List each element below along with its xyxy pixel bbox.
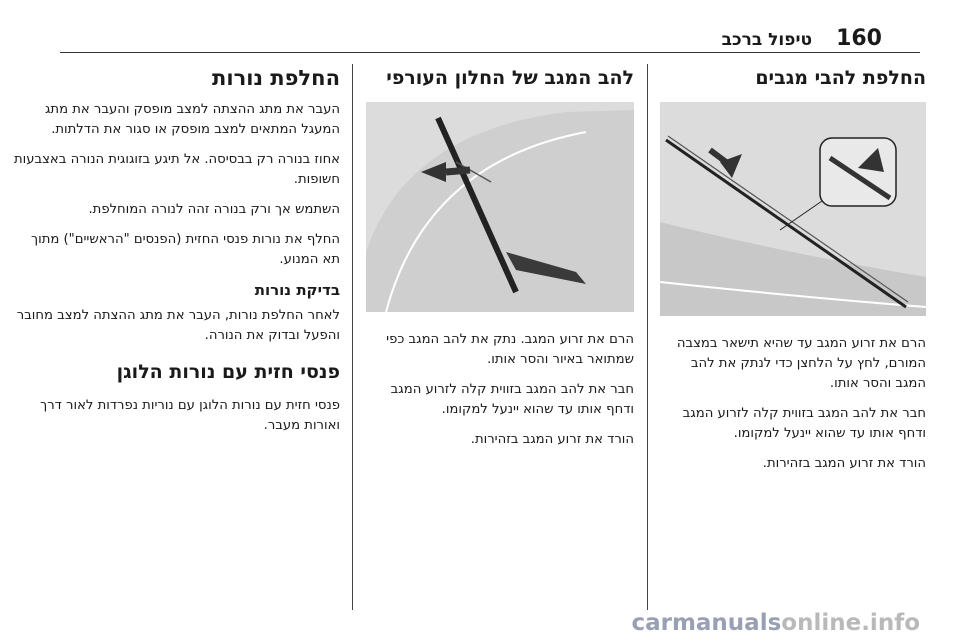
column-rear-wiper: [366, 66, 634, 460]
halogen-text: פנסי חזית עם נורות הלוגן עם נוריות נפרדות לאור דרך ואורות מעבר.: [40, 398, 340, 433]
watermark-prefix: carmanuals: [631, 610, 782, 636]
bulb-paragraph-4: החלף את נורות פנסי החזית (הפנסים "הראשיים") מתוך תא המנוע.: [31, 232, 340, 267]
column-divider-left: [352, 64, 353, 610]
section-title: טיפול ברכב: [721, 30, 812, 50]
column-divider-right: [647, 64, 648, 610]
wiper-step-3: הורד את זרוע המגב בזהירות.: [762, 456, 926, 471]
page-number: 160: [836, 26, 882, 51]
column-wiper-blades: [660, 66, 926, 484]
rear-wiper-drawing: [366, 102, 634, 312]
halogen-heading: פנסי חזית עם נורות הלוגן: [116, 361, 340, 383]
column-bulb-replacement: [10, 66, 340, 446]
rear-wiper-step-1: הרם את זרוע המגב. נתק את להב המגב כפי שמתואר באיור והסר אותו.: [386, 332, 634, 367]
page-header: [60, 22, 920, 52]
bulb-check-text: לאחר החלפת נורות, העבר את מתג ההצתה למצב מחובר והפעל ובדוק את הנורה.: [16, 308, 340, 343]
front-wiper-drawing: [660, 102, 926, 316]
bulb-paragraph-2: אחוז בנורה רק בבסיסה. אל תיגע בזוגוגית הנורה באצבעות חשופות.: [13, 152, 340, 187]
wiper-step-1: הרם את זרוע המגב עד שהיא תישאר במצבה המורם, לחץ על הלחצן כדי לנתק את להב המגב והסר אותו.: [676, 336, 926, 391]
front-wiper-illustration: [660, 102, 926, 316]
rear-wiper-step-2: חבר את להב המגב בזווית קלה לזרוע המגב ודחף אותו עד שהוא יינעל למקומו.: [390, 382, 634, 417]
rear-wiper-heading: להב המגב של החלון העורפי: [386, 67, 634, 89]
rear-wiper-step-3: הורד את זרוע המגב בזהירות.: [470, 432, 634, 447]
watermark-suffix: online.info: [781, 610, 920, 636]
bulb-paragraph-3: השתמש אך ורק בנורה זהה לנורה המוחלפת.: [88, 202, 340, 217]
wiper-blades-heading: החלפת להבי מגבים: [755, 67, 926, 89]
wiper-step-2: חבר את להב המגב בזווית קלה לזרוע המגב ודחף אותו עד שהוא יינעל למקומו.: [682, 406, 926, 441]
bulb-replacement-heading: החלפת נורות: [212, 66, 340, 90]
header-rule: [60, 52, 920, 53]
rear-wiper-illustration: [366, 102, 634, 312]
bulb-paragraph-1: העבר את מתג ההצתה למצב מופסק והעבר את מתג המעגל המתאים למצב מופסק או סגור את הדלתות.: [44, 102, 340, 137]
bulb-check-heading: בדיקת נורות: [254, 281, 340, 299]
watermark: [631, 610, 920, 636]
